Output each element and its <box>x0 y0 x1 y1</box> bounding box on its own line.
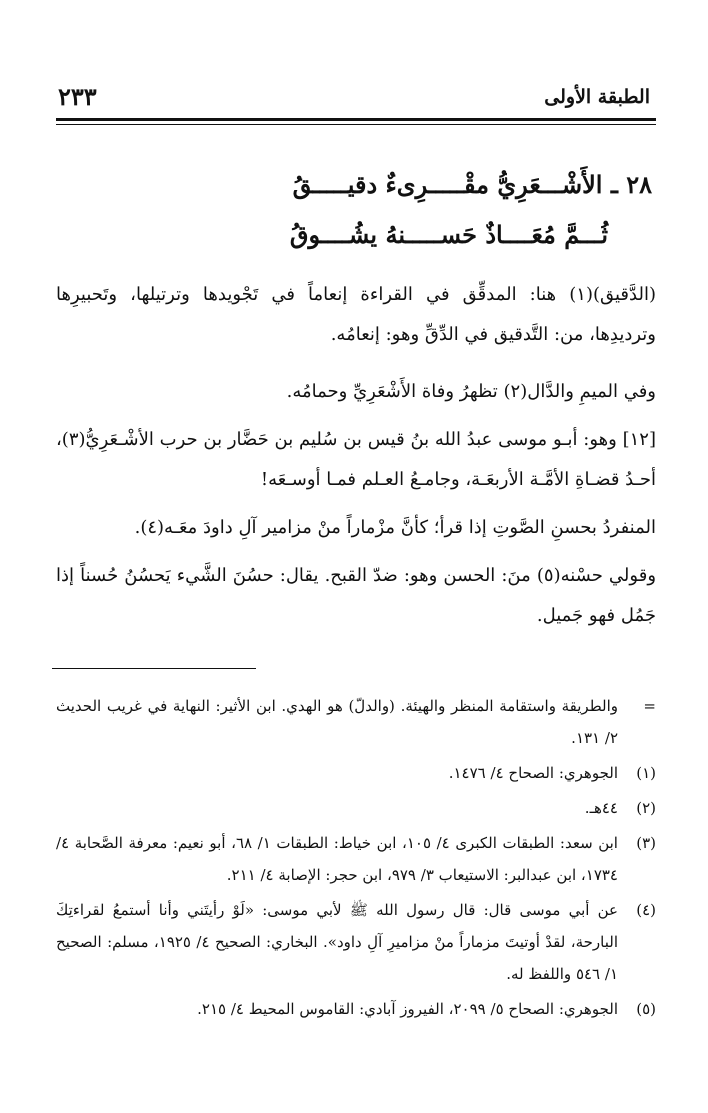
footnote <box>56 993 656 1025</box>
paragraph-5-text: وقولي حسْنه(٥) منَ: الحسن وهو: ضدّ القبح. يقال: حسُنَ الشَّيء يَحسُنُ حُسناً إذا جَمُل فهو جَميل. <box>56 565 657 626</box>
footnote <box>56 827 656 891</box>
paragraph-4-text: المنفردُ بحسنِ الصَّوتِ إذا قرأ؛ كأنَّ مزْماراً منْ مزامير آلِ داودَ معَـه(٤). <box>134 517 656 538</box>
paragraph-1 <box>56 275 656 355</box>
paragraph-4 <box>56 508 656 548</box>
verse-line-2: ثُـــمَّ مُعَــــاذٌ حَســـــنهُ يشُــــوقُ <box>289 220 608 249</box>
footnote-mark: (٣) <box>636 834 656 852</box>
paragraph-2 <box>56 372 656 412</box>
footnote-text: الجوهري: الصحاح ٤/ ١٤٧٦. <box>448 764 618 782</box>
paragraph-3-text: [١٢] وهو: أبـو موسى عبدُ الله بنُ قيس بن سُليم بن حَضَّار بن حرب الأشْـعَرِيُّ(٣)، أحـدُ قضـاةِ الأمَّـة الأربعَـة، وجامـعُ العـلم فمـا أوسـعَه! <box>56 429 656 490</box>
footnote-text: ابن سعد: الطبقات الكبرى ٤/ ١٠٥، ابن خياط: الطبقات ١/ ٦٨، أبو نعيم: معرفة الصَّحابة ٤/ ١٧٣٤، ابن عبدالبر: الاستيعاب ٣/ ٩٧٩، ابن حجر: الإصابة ٤/ ٢١١. <box>56 834 618 884</box>
paragraph-2-text: وفي الميمِ والدَّال(٢) تظهرُ وفاة الأَشْعَرِيِّ وحمامُه. <box>286 381 656 402</box>
page-number: ٢٣٣ <box>58 82 97 111</box>
footnote-text: الجوهري: الصحاح ٥/ ٢٠٩٩، الفيروز آبادي: القاموس المحيط ٤/ ٢١٥. <box>197 1000 618 1018</box>
footnote-mark: (٢) <box>636 799 656 817</box>
footnote <box>56 690 656 754</box>
paragraph-3 <box>56 420 656 500</box>
footnote-mark: (٤) <box>636 901 656 919</box>
paragraph-1-text: (الدَّقيق)(١) هنا: المدقِّق في القراءة إنعاماً في تَجْويدها وترتيلها، وتَحبيرِها وترديدِها، من: التَّدقيق في الدِّقِّ وهو: إنعامُه. <box>56 284 656 345</box>
header-rule-thin <box>56 124 656 125</box>
footnotes <box>56 690 656 1028</box>
verse-line-1: ٢٨ ـ الأَشْـــعَرِيُّ مقْـــــرِىءٌ دقيـــــقُ <box>292 170 652 199</box>
footnote-mark: = <box>643 697 656 715</box>
footnote <box>56 792 656 824</box>
footnote-mark: (٥) <box>636 1000 656 1018</box>
footnote-text: ٤٤هـ. <box>584 799 618 817</box>
running-header-title: الطبقة الأولى <box>544 86 650 108</box>
footnote-text: والطريقة واستقامة المنظر والهيئة. (والدلّ) هو الهدي. ابن الأثير: النهاية في غريب الحديث ٢/ ١٣١. <box>56 697 618 747</box>
footnote <box>56 894 656 990</box>
footnote-mark: (١) <box>636 764 656 782</box>
footnote-text: عن أبي موسى قال: قال رسول الله ﷺ لأبي موسى: «لَوْ رأيتَني وأنا أستمعُ لقراءتِكَ البارحة، لقدْ أوتيتَ مزماراً منْ مزاميرِ آلِ داود». البخاري: الصحيح ٤/ ١٩٢٥، مسلم: الصحيح ١/ ٥٤٦ واللفظ له. <box>56 901 619 983</box>
footnote <box>56 757 656 789</box>
paragraph-5 <box>56 556 656 636</box>
header-rule-thick <box>56 118 656 121</box>
footnote-separator <box>52 668 256 669</box>
